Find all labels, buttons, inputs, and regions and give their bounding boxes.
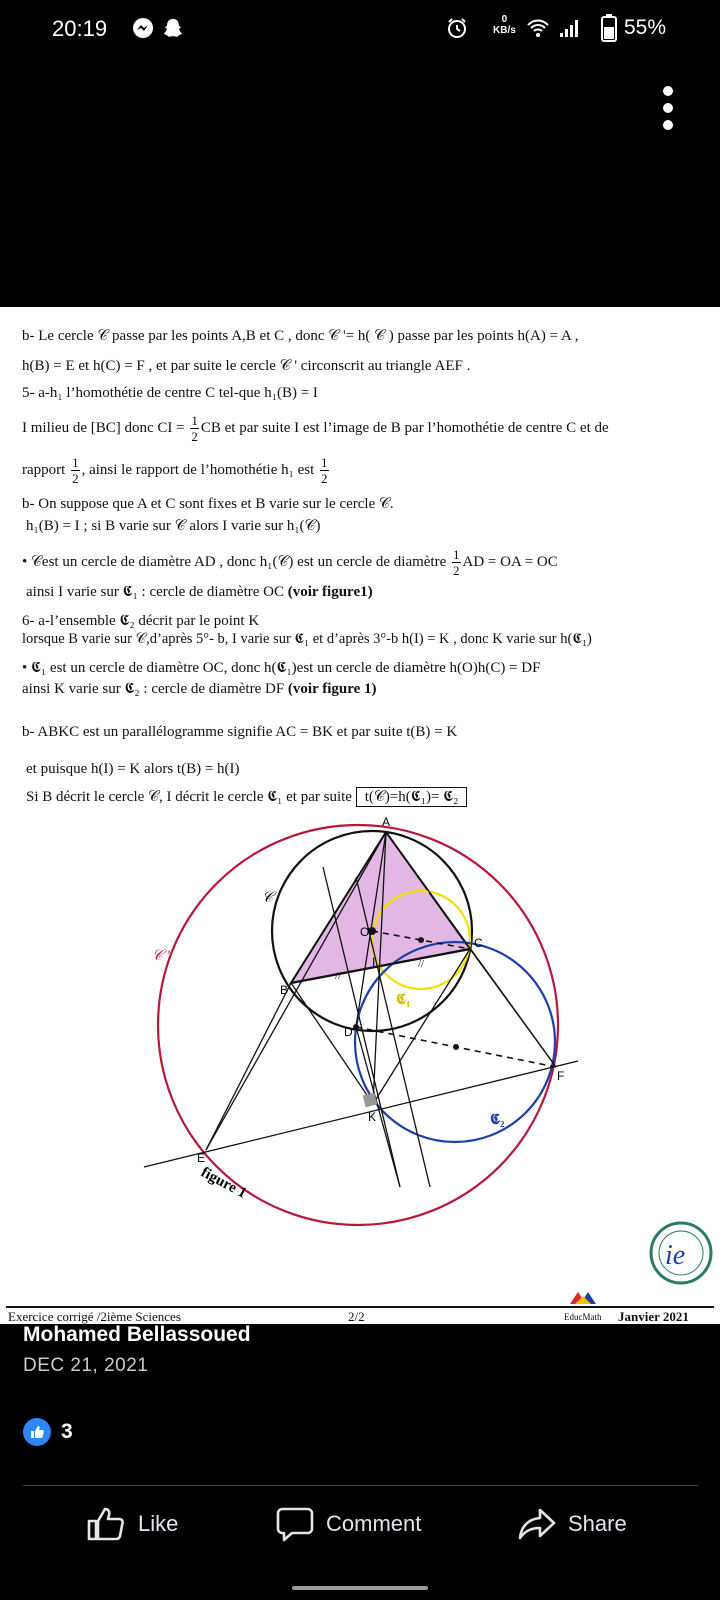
point-label-o: O xyxy=(360,925,370,939)
photo-viewer[interactable] xyxy=(0,307,720,1324)
point-label-e: E xyxy=(197,1151,206,1165)
text-line: et puisque h(I) = K alors t(B) = h(I) xyxy=(26,761,240,777)
text-line: • 𝒞est un cercle de diamètre AD , donc h₁(𝒞) est un cercle de diamètre $\frac{1}{2}$ AD = OA = OC xyxy=(22,547,558,578)
text-line: 5- a-h₁ l’homothétie de centre C tel-que h₁(B) = I xyxy=(22,385,318,401)
share-arrow-icon xyxy=(518,1506,556,1542)
circle-c2-label: 𝕮₂ xyxy=(490,1112,505,1128)
text-line: Si B décrit le cercle 𝒞, I décrit le cercle 𝕮₁ et par suite t(𝒞)=h(𝕮₁)= 𝕮₂ xyxy=(26,788,467,806)
circle-c1-label: 𝕮₁ xyxy=(396,992,411,1008)
thumbs-up-icon xyxy=(23,1418,51,1446)
share-button[interactable]: Share xyxy=(518,1506,627,1542)
wifi-icon xyxy=(526,17,550,39)
home-indicator[interactable] xyxy=(292,1586,428,1590)
snapchat-icon xyxy=(162,17,184,39)
circle-c-prime-label: 𝒞 ' xyxy=(152,948,170,964)
battery-level: 55% xyxy=(624,16,667,39)
post-author[interactable]: Mohamed Bellassoued xyxy=(23,1323,251,1346)
point-label-k: K xyxy=(368,1110,377,1124)
comment-button[interactable]: Comment xyxy=(276,1506,421,1542)
messenger-icon xyxy=(132,17,154,39)
point-label-f: F xyxy=(557,1069,565,1083)
reaction-count: 3 xyxy=(61,1420,73,1443)
reactions-summary[interactable] xyxy=(23,1418,73,1446)
svg-text:ie: ie xyxy=(665,1240,686,1271)
alarm-icon xyxy=(446,17,468,39)
fraction: $\frac{1}{2}$ xyxy=(453,547,460,578)
net-speed: 0 KB/s xyxy=(493,14,516,36)
comment-bubble-icon xyxy=(276,1506,314,1542)
circle-c-label: 𝒞 xyxy=(262,890,273,906)
text-line: h(B) = E et h(C) = F , et par suite le cercle 𝒞 ' circonscrit au triangle AEF . xyxy=(22,358,471,374)
status-bar xyxy=(0,0,720,60)
point-label-i: I xyxy=(372,955,376,969)
geometry-figure xyxy=(0,307,720,1307)
more-options-icon[interactable] xyxy=(660,86,676,130)
text-line: b- On suppose que A et C sont fixes et B varie sur le cercle 𝒞. xyxy=(22,496,394,512)
figure-caption: figure 1 xyxy=(198,1164,250,1202)
text-line: ainsi K varie sur 𝕮₂ : cercle de diamètre DF (voir figure 1) xyxy=(22,681,377,697)
point-label-a: A xyxy=(382,815,391,829)
text-line: h₁(B) = I ; si B varie sur 𝒞 alors I varie sur h₁(𝒞) xyxy=(26,518,321,534)
fraction: $\frac{1}{2}$ xyxy=(191,413,198,444)
point-label-d: D xyxy=(344,1025,353,1039)
text-line: rapport $\frac{1}{2}$ , ainsi le rapport de l’homothétie h₁ est $\frac{1}{2}$ xyxy=(22,455,328,486)
text-line: b- Le cercle 𝒞 passe par les points A,B et C , donc 𝒞 '= h( 𝒞 ) passe par les points h(A) = A , xyxy=(22,328,579,344)
thumbs-up-outline-icon xyxy=(86,1506,126,1542)
fraction: $\frac{1}{2}$ xyxy=(321,455,328,486)
text-line: 6- a-l’ensemble 𝕮₂ décrit par le point K xyxy=(22,613,260,629)
boxed-result: t(𝒞)=h(𝕮₁)= 𝕮₂ xyxy=(356,787,468,807)
svg-text://: // xyxy=(418,958,425,970)
text-line: b- ABKC est un parallélogramme signifie AC = BK et par suite t(B) = K xyxy=(22,724,458,740)
text-line: I milieu de [BC] donc CI = $\frac{1}{2}$ CB et par suite I est l’image de B par l’homothétie de centre C et de xyxy=(22,413,609,444)
signal-icon xyxy=(558,17,580,39)
point-label-c: C xyxy=(474,936,483,950)
text-line: lorsque B varie sur 𝒞,d’après 5°- b, I varie sur 𝕮₁ et d’après 3°-b h(I) = K , donc K varie sur h(𝕮₁) xyxy=(22,631,592,647)
document-footer: Exercice corrigé /2ième Sciences 2/2 EducMath Janvier 2021 xyxy=(6,1306,714,1308)
point-label-b: B xyxy=(280,983,289,997)
post-date: DEC 21, 2021 xyxy=(23,1355,149,1376)
clock: 20:19 xyxy=(52,16,108,41)
educmath-logo xyxy=(651,1223,711,1283)
like-button[interactable]: Like xyxy=(86,1506,178,1542)
divider xyxy=(23,1485,698,1486)
svg-text://: // xyxy=(335,970,342,982)
fraction: $\frac{1}{2}$ xyxy=(72,455,79,486)
battery-icon xyxy=(601,14,617,42)
text-line: ainsi I varie sur 𝕮₁ : cercle de diamètre OC (voir figure1) xyxy=(26,584,373,600)
text-line: • 𝕮₁ est un cercle de diamètre OC, donc h(𝕮₁)est un cercle de diamètre h(O)h(C) = DF xyxy=(22,660,541,676)
